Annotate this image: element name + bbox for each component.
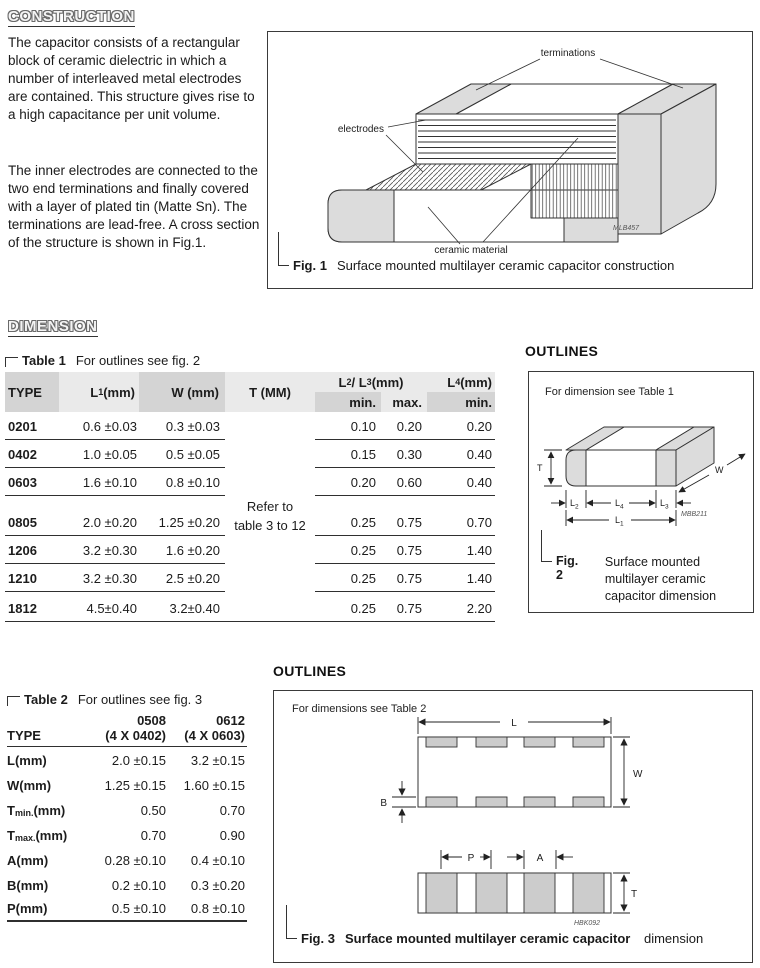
table2-cell: 0.70 — [140, 828, 166, 843]
table1-row-type: 1812 — [5, 592, 59, 622]
table2-cell: 0.90 — [219, 828, 245, 843]
table1-cell: 0.40 — [427, 440, 495, 468]
table1-cell: 0.25 — [315, 496, 381, 536]
table2-row-label: P (mm) — [7, 897, 97, 922]
table2-grid — [7, 711, 247, 922]
table2-cell: 0.28 ±0.10 — [104, 853, 166, 868]
table2-cell: 2.0 ±0.15 — [111, 753, 166, 768]
fig2-caption — [556, 554, 754, 605]
table2-cell: 1.60 ±0.15 — [183, 778, 245, 793]
table1-header-t: T (MM) — [225, 372, 315, 412]
table2-title — [7, 692, 247, 707]
table1-cell: 3.2±0.40 — [139, 592, 225, 622]
fig2-caption-bracket — [541, 530, 552, 562]
table1-row-type: 1206 — [5, 536, 59, 564]
construction-heading: CONSTRUCTION — [8, 8, 135, 25]
fig2-drawing-code: MBB211 — [681, 511, 708, 518]
fig1-caption-label: Fig. 1 — [293, 258, 327, 273]
fig3-array-dimension-drawing — [274, 707, 751, 942]
table1-row-type: 0603 — [5, 468, 59, 496]
fig3-drawing-code: HBK092 — [574, 920, 601, 927]
table1-cell: 0.75 — [381, 496, 427, 536]
fig2-caption-label: Fig. 2 — [556, 554, 579, 582]
table2-row-label: T max. (mm) — [7, 828, 68, 843]
fig1-box — [267, 31, 753, 289]
fig1-caption — [293, 258, 674, 273]
table1-header-l1: L 1 (mm) — [59, 372, 139, 412]
table1-row-type: 0402 — [5, 440, 59, 468]
table1-cell: 0.60 — [381, 468, 427, 496]
table1-cell: 0.70 — [427, 496, 495, 536]
dimension-heading: DIMENSION — [8, 318, 98, 335]
fig3-caption — [301, 931, 703, 946]
table1-cell: 0.20 — [381, 412, 427, 440]
table1-cell: 0.30 — [381, 440, 427, 468]
table2-cell: 3.2 ±0.15 — [190, 753, 245, 768]
fig1-label-terminations: terminations — [540, 48, 596, 59]
table1-cell: 0.6 ±0.03 — [59, 412, 139, 440]
fig3-box — [273, 690, 753, 963]
table1-cell: 0.5 ±0.05 — [139, 440, 225, 468]
fig3-note: For dimensions see Table 2 — [292, 703, 427, 715]
table1-t-note: Refer to table 3 to 12 — [225, 412, 315, 622]
fig2-dim-l1: $L_1$ — [615, 515, 624, 528]
table1-cell: 0.25 — [315, 592, 381, 622]
fig2-box — [528, 371, 754, 613]
table2-header-0508: 0508 (4 X 0402) — [97, 711, 168, 747]
table1-title-bracket — [5, 357, 18, 367]
table2-cell: 0.8 ±0.10 — [168, 897, 247, 922]
table2-row-label: T min. (mm) — [7, 803, 66, 818]
table1-header-l4: L 4 (mm) — [427, 372, 495, 392]
fig2-note: For dimension see Table 1 — [545, 386, 674, 398]
table1-cell: 3.2 ±0.30 — [59, 564, 139, 592]
fig1-label-electrodes: electrodes — [337, 124, 384, 135]
fig2-caption-text: Surface mounted multilayer ceramic capacitor dimension — [604, 555, 717, 603]
table1-cell: 2.20 — [427, 592, 495, 622]
construction-paragraph-2: The inner electrodes are connected to the two end terminations and finally covered with a layer of plated tin (Matte Sn). The terminations are lead-free. A cross section of the structure is shown in Fig.1. — [8, 163, 260, 251]
table1-header-l2-l3: L 2 / L 3 (mm) — [315, 372, 427, 392]
table1-cell: 0.25 — [315, 536, 381, 564]
table2-title-note: For outlines see fig. 3 — [77, 692, 203, 707]
table1-header-max: max. — [381, 392, 427, 412]
table2-header-0612: 0612 (4 X 0603) — [168, 711, 247, 747]
table1-row-type: 0805 — [5, 496, 59, 536]
fig2-dim-l3: $L_3$ — [660, 498, 669, 511]
table1-header-type: TYPE — [5, 372, 59, 412]
fig2-dim-l2: $L_2$ — [570, 498, 579, 511]
fig3-dim-w: W — [633, 769, 643, 780]
table1-cell: 2.0 ±0.20 — [59, 496, 139, 536]
fig3-caption-bold-text: Surface mounted multilayer ceramic capacitor — [344, 931, 631, 946]
fig3-caption-tail: dimension — [643, 931, 704, 946]
table2-row-label: B (mm) — [7, 878, 49, 893]
table1-title — [5, 353, 495, 368]
construction-paragraph-1: The capacitor consists of a rectangular block of ceramic dielectric in which a number of interleaved metal electrodes are contained. This structure gives rise to a high capacitance per unit volume. — [8, 35, 255, 123]
table2-row-label: W (mm) — [7, 778, 52, 793]
table2-cell: 0.50 — [140, 803, 166, 818]
table1 — [5, 353, 495, 622]
table1-header-w: W (mm) — [139, 372, 225, 412]
fig2-dim-t: T — [537, 463, 543, 473]
fig1-label-ceramic-material: ceramic material — [434, 245, 508, 256]
table1-cell: 0.40 — [427, 468, 495, 496]
table1-cell: 3.2 ±0.30 — [59, 536, 139, 564]
fig3-dim-b: B — [380, 798, 387, 809]
table2 — [7, 692, 247, 922]
fig3-caption-label: Fig. 3 — [301, 931, 335, 946]
table2-header-type: TYPE — [7, 711, 97, 747]
table1-cell: 1.40 — [427, 536, 495, 564]
table1-cell: 1.0 ±0.05 — [59, 440, 139, 468]
table2-title-bracket — [7, 696, 20, 706]
table1-grid — [5, 372, 495, 622]
table1-title-note: For outlines see fig. 2 — [75, 353, 201, 368]
table1-cell: 0.20 — [315, 468, 381, 496]
table1-cell: 4.5±0.40 — [59, 592, 139, 622]
table1-header-min2: min. — [427, 392, 495, 412]
fig3-dim-p: P — [467, 853, 475, 864]
fig3-dim-t: T — [631, 889, 638, 900]
table1-cell: 0.3 ±0.03 — [139, 412, 225, 440]
fig1-drawing-code: MLB457 — [613, 225, 640, 232]
table1-header-min1: min. — [315, 392, 381, 412]
table1-cell: 2.5 ±0.20 — [139, 564, 225, 592]
fig1-caption-bracket — [278, 232, 289, 266]
table2-cell: 0.2 ±0.10 — [111, 878, 166, 893]
table1-cell: 0.15 — [315, 440, 381, 468]
fig2-dim-w: W — [715, 465, 724, 475]
table1-cell: 1.25 ±0.20 — [139, 496, 225, 536]
outlines-heading-fig2: OUTLINES — [525, 343, 599, 359]
table1-cell: 0.20 — [427, 412, 495, 440]
table1-cell: 0.8 ±0.10 — [139, 468, 225, 496]
table2-cell: 1.25 ±0.15 — [104, 778, 166, 793]
fig3-dim-l: L — [511, 718, 517, 729]
table2-row-label: A (mm) — [7, 853, 49, 868]
table2-cell: 0.5 ±0.10 — [97, 897, 168, 922]
outlines-heading-fig3: OUTLINES — [273, 663, 347, 679]
table2-title-label: Table 2 — [24, 692, 68, 707]
table2-row-label: L (mm) — [7, 753, 47, 768]
table1-cell: 0.75 — [381, 564, 427, 592]
table2-cell: 0.3 ±0.20 — [190, 878, 245, 893]
table1-title-label: Table 1 — [22, 353, 66, 368]
table1-row-type: 0201 — [5, 412, 59, 440]
fig1-capacitor-construction-drawing — [268, 32, 752, 256]
table1-cell: 1.40 — [427, 564, 495, 592]
fig3-dim-a: A — [536, 853, 544, 864]
fig2-capacitor-dimension-drawing — [529, 398, 752, 548]
fig1-caption-text: Surface mounted multilayer ceramic capacitor construction — [336, 258, 675, 273]
fig2-dim-l4: $L_4$ — [615, 498, 624, 511]
table2-cell: 0.4 ±0.10 — [190, 853, 245, 868]
table1-cell: 0.10 — [315, 412, 381, 440]
table1-row-type: 1210 — [5, 564, 59, 592]
table2-cell: 0.70 — [219, 803, 245, 818]
table1-cell: 0.25 — [315, 564, 381, 592]
table1-cell: 1.6 ±0.20 — [139, 536, 225, 564]
table1-cell: 1.6 ±0.10 — [59, 468, 139, 496]
table1-cell: 0.75 — [381, 592, 427, 622]
table1-cell: 0.75 — [381, 536, 427, 564]
fig3-caption-bracket — [286, 905, 297, 939]
